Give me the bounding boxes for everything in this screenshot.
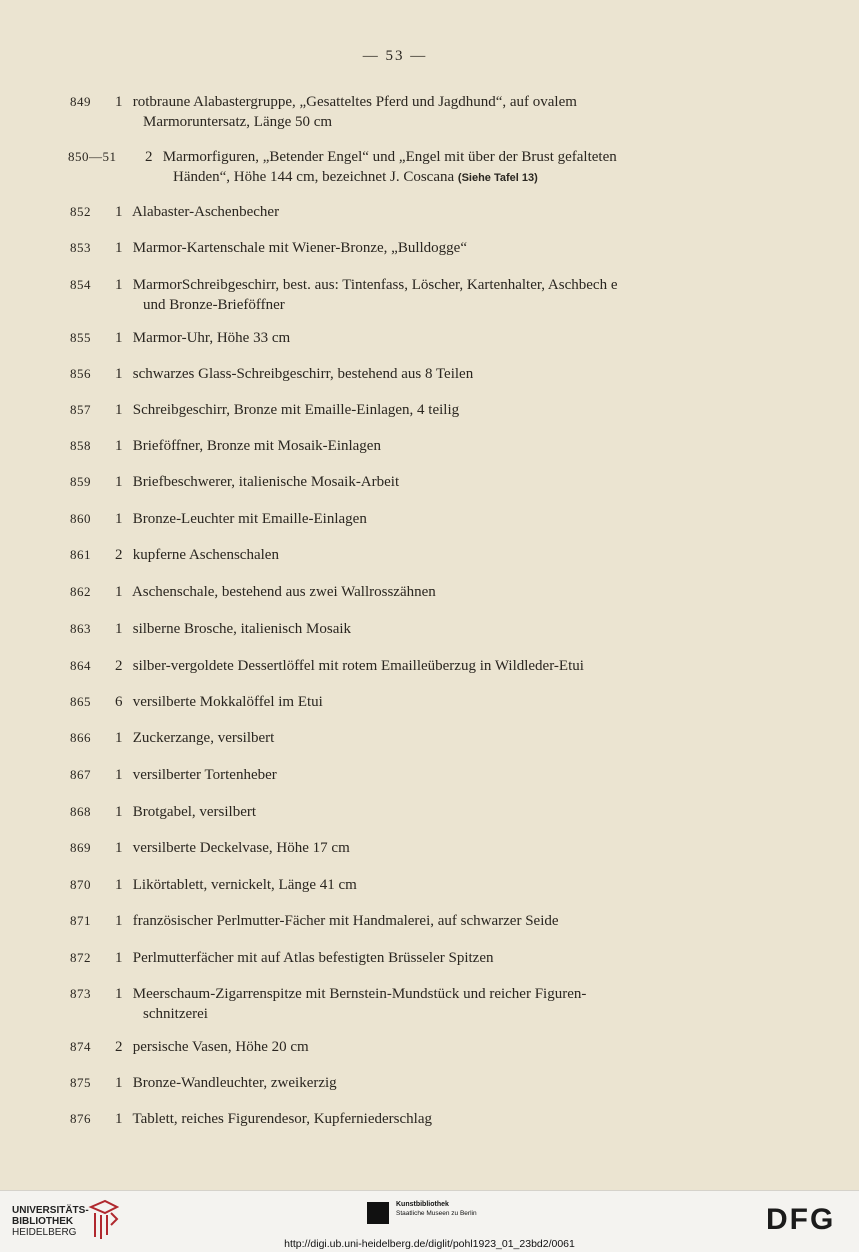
lot-description-line1: französischer Perlmutter-Fächer mit Handmalerei, auf schwarzer Seide: [132, 913, 559, 929]
lot-quantity: 2: [115, 1039, 123, 1055]
lot-description: [145, 147, 710, 188]
lot-description: [115, 619, 710, 639]
lot-quantity: 1: [115, 277, 123, 293]
lot-number: 850—51: [68, 149, 117, 164]
lot-description: [115, 948, 710, 968]
lot-description: [115, 875, 710, 895]
lot-number: 859: [70, 474, 91, 489]
lot-description-line1: kupferne Aschenschalen: [132, 547, 279, 563]
lot-description: [115, 328, 710, 348]
lot-quantity: 1: [115, 767, 123, 783]
lot-quantity: 6: [115, 694, 123, 710]
lot-description-line2-text: und Bronze-Brieföffner: [143, 297, 285, 313]
lot-description: [115, 1073, 710, 1093]
lot-number: 868: [70, 804, 91, 819]
lot-number: 874: [70, 1039, 91, 1054]
lot-quantity: 1: [115, 877, 123, 893]
lot-number: 857: [70, 402, 91, 417]
lot-number: 853: [70, 240, 91, 255]
lot-quantity: 2: [115, 658, 123, 674]
plate-reference: (Siehe Tafel 13): [457, 172, 538, 184]
lot-number: 867: [70, 767, 91, 782]
lot-description: [115, 202, 710, 222]
lot-description-line2: [145, 167, 710, 188]
lot-quantity: 1: [115, 511, 123, 527]
lot-description-line1: versilberte Deckelvase, Höhe 17 cm: [132, 840, 350, 856]
lot-description: [115, 692, 710, 712]
lot-description-line1: silber-vergoldete Dessertlöffel mit rotem Emailleüberzug in Wildleder-Etui: [132, 658, 584, 674]
lot-description-line1: Perlmutterfächer mit auf Atlas befestigten Brüsseler Spitzen: [132, 950, 494, 966]
uni-logo-line2: BIBLIOTHEK: [12, 1216, 74, 1227]
lot-description-line1: silberne Brosche, italienisch Mosaik: [132, 621, 352, 637]
lot-description: [115, 656, 710, 676]
lot-description-line1: Zuckerzange, versilbert: [132, 730, 275, 746]
lot-number: 862: [70, 584, 91, 599]
lot-quantity: 1: [115, 913, 123, 929]
lot-quantity: 1: [115, 584, 123, 600]
lot-description: [115, 728, 710, 748]
dfg-logo[interactable]: DFG: [766, 1203, 836, 1236]
lot-number: 875: [70, 1075, 91, 1090]
lot-description-line1: rotbraune Alabastergruppe, „Gesatteltes Pferd und Jagdhund“, auf ovalem: [132, 94, 577, 110]
lot-description: [115, 275, 710, 315]
lot-description-line1: Marmor-Uhr, Höhe 33 cm: [132, 330, 291, 346]
lot-number: 856: [70, 366, 91, 381]
lot-description: [115, 400, 710, 420]
kunstbibliothek-logo[interactable]: [396, 1200, 477, 1218]
lot-number: 864: [70, 658, 91, 673]
lot-quantity: 1: [115, 366, 123, 382]
lot-number: 861: [70, 547, 91, 562]
lot-quantity: 1: [115, 438, 123, 454]
lot-quantity: 1: [115, 730, 123, 746]
lot-number: 870: [70, 877, 91, 892]
lot-description-line1: Alabaster-Aschenbecher: [131, 204, 280, 220]
lot-description-line2-text: Marmoruntersatz, Länge 50 cm: [143, 114, 333, 130]
lot-description-line1: Bronze-Leuchter mit Emaille-Einlagen: [132, 511, 367, 527]
lot-quantity: 1: [115, 330, 123, 346]
lot-description: [115, 364, 710, 384]
lot-description-line1: versilberte Mokkalöffel im Etui: [132, 694, 323, 710]
kb-line2: Staatliche Museen zu Berlin: [396, 1210, 477, 1217]
lot-description: [115, 838, 710, 858]
lot-number: 872: [70, 950, 91, 965]
lot-quantity: 1: [115, 94, 123, 110]
footer-bar: [0, 1190, 859, 1252]
lot-description-line1: MarmorSchreibgeschirr, best. aus: Tintenfass, Löscher, Kartenhalter, Aschbech e: [132, 277, 618, 293]
lot-quantity: 1: [115, 840, 123, 856]
lot-quantity: 1: [115, 621, 123, 637]
lot-number: 854: [70, 277, 91, 292]
lot-description-line1: Schreibgeschirr, Bronze mit Emaille-Einlagen, 4 teilig: [132, 402, 460, 418]
lot-quantity: 1: [115, 204, 123, 220]
lot-description-line1: Aschenschale, bestehend aus zwei Wallrosszähnen: [131, 584, 436, 600]
lot-number: 871: [70, 913, 91, 928]
lot-description-line2: [115, 295, 710, 315]
lot-number: 858: [70, 438, 91, 453]
lot-number: 849: [70, 94, 91, 109]
kunstbibliothek-logo-icon: [367, 1202, 389, 1224]
lot-quantity: 1: [115, 1111, 123, 1127]
lot-description: [115, 238, 710, 258]
lot-quantity: 1: [115, 950, 123, 966]
lot-quantity: 1: [115, 240, 123, 256]
lot-description-line1: versilberter Tortenheber: [132, 767, 277, 783]
lot-description: [115, 911, 710, 931]
lot-description-line2: [115, 1004, 710, 1024]
lot-description: [115, 436, 710, 456]
university-emblem-icon: [87, 1199, 119, 1241]
lot-description: [115, 545, 710, 565]
lot-quantity: 1: [115, 804, 123, 820]
lot-description-line1: Likörtablett, vernickelt, Länge 41 cm: [132, 877, 357, 893]
lot-description-line2: [115, 112, 710, 132]
kb-line1: Kunstbibliothek: [396, 1201, 449, 1208]
university-library-logo[interactable]: [12, 1205, 89, 1238]
lot-number: 869: [70, 840, 91, 855]
lot-description-line1: Bronze-Wandleuchter, zweikerzig: [132, 1075, 337, 1091]
lot-description: [115, 509, 710, 529]
lot-number: 876: [70, 1111, 91, 1126]
lot-description-line1: Marmorfiguren, „Betender Engel“ und „Engel mit über der Brust gefalteten: [162, 149, 617, 165]
lot-description-line1: Brotgabel, versilbert: [132, 804, 257, 820]
lot-description: [115, 1037, 710, 1057]
lot-number: 865: [70, 694, 91, 709]
lot-number: 866: [70, 730, 91, 745]
lot-description: [115, 582, 710, 602]
lot-number: 873: [70, 986, 91, 1001]
lot-description: [115, 92, 710, 132]
lot-description: [115, 1109, 710, 1129]
lot-description-line1: Marmor-Kartenschale mit Wiener-Bronze, „Bulldogge“: [132, 240, 467, 256]
lot-description-line2-text: schnitzerei: [143, 1006, 208, 1022]
lot-number: 852: [70, 204, 91, 219]
lot-description-line1: persische Vasen, Höhe 20 cm: [132, 1039, 309, 1055]
lot-description: [115, 984, 710, 1024]
lot-quantity: 2: [115, 547, 123, 563]
lot-quantity: 1: [115, 986, 123, 1002]
permalink-url[interactable]: http://digi.ub.uni-heidelberg.de/diglit/pohl1923_01_23bd2/0061: [284, 1238, 575, 1250]
lot-description-line1: Meerschaum-Zigarrenspitze mit Bernstein-Mundstück und reicher Figuren-: [132, 986, 587, 1002]
lot-description-line1: Tablett, reiches Figurendesor, Kupferniederschlag: [132, 1111, 432, 1127]
lot-description-line1: schwarzes Glass-Schreibgeschirr, bestehend aus 8 Teilen: [132, 366, 474, 382]
lot-quantity: 1: [115, 1075, 123, 1091]
lot-description-line2-text: Händen“, Höhe 144 cm, bezeichnet J. Coscana: [173, 169, 455, 185]
lot-quantity: 1: [115, 474, 123, 490]
uni-logo-line3: HEIDELBERG: [12, 1227, 77, 1238]
lot-description-line1: Briefbeschwerer, italienische Mosaik-Arbeit: [132, 474, 400, 490]
lot-number: 863: [70, 621, 91, 636]
lot-description: [115, 802, 710, 822]
page-number: — 53 —: [362, 48, 428, 64]
uni-logo-line1: UNIVERSITÄTS-: [12, 1205, 89, 1216]
lot-description: [115, 472, 710, 492]
lot-number: 855: [70, 330, 91, 345]
lot-quantity: 1: [115, 402, 123, 418]
lot-description: [115, 765, 710, 785]
lot-description-line1: Brieföffner, Bronze mit Mosaik-Einlagen: [132, 438, 381, 454]
lot-quantity: 2: [145, 149, 153, 165]
lot-number: 860: [70, 511, 91, 526]
